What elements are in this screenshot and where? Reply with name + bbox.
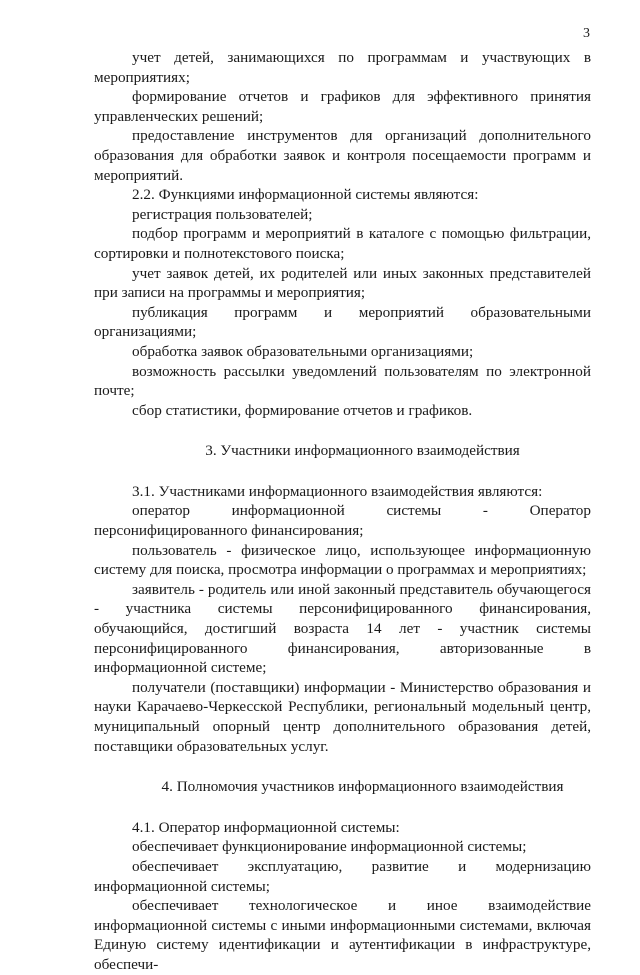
paragraph: заявитель - родитель или иной законный представитель обучающегося - участника системы персонифицированного финансирования, обучающийся, достигший возраста 14 лет - участник системы персонифицированного финансирования, авторизованные в информационной системе; — [94, 580, 591, 677]
paragraph: учет заявок детей, их родителей или иных законных представителей при записи на программы и мероприятия; — [94, 264, 591, 302]
section-4-heading: 4. Полномочия участников информационного взаимодействия — [161, 778, 564, 796]
clause-2-2: 2.2. Функциями информационной системы являются: — [132, 186, 479, 204]
paragraph: подбор программ и мероприятий в каталоге с помощью фильтрации, сортировки и полнотекстового поиска; — [94, 225, 591, 262]
paragraph: пользователь - физическое лицо, использующее информационную систему для поиска, просмотра информации о программах и мероприятиях; — [94, 541, 591, 579]
paragraph: обработка заявок образовательными организациями; — [132, 342, 474, 360]
paragraph: публикация программ и мероприятий образовательными организациями; — [94, 303, 591, 341]
paragraph: оператор информационной системы - Оператор персонифицированного финансирования; — [94, 502, 591, 540]
clause-4-1: 4.1. Оператор информационной системы: — [132, 818, 400, 836]
section-3-body — [94, 482, 591, 756]
page-number: 3 — [583, 26, 590, 41]
section-2-list — [94, 48, 591, 420]
paragraph: обеспечивает эксплуатацию, развитие и модернизацию информационной системы; — [94, 857, 591, 895]
document-body — [94, 48, 591, 975]
paragraph: получатели (поставщики) информации - Министерство образования и науки Карачаево-Черкесской Республики, региональный модельный центр, муниципальный опорный центр дополнительного образования детей, поставщики образовательных услуг. — [94, 678, 591, 755]
paragraph: учет детей, занимающихся по программам и участвующих в мероприятиях; — [94, 49, 591, 86]
paragraph: возможность рассылки уведомлений пользователям по электронной почте; — [94, 362, 591, 400]
clause-3-1: 3.1. Участниками информационного взаимодействия являются: — [132, 482, 543, 500]
paragraph: регистрация пользователей; — [132, 205, 313, 223]
paragraph: обеспечивает технологическое и иное взаимодействие информационной системы с иными информационными системами, включая Единую систему идентификации и аутентификации в инфраструктуре, обеспечи- — [94, 897, 591, 973]
paragraph: предоставление инструментов для организаций дополнительного образования для обработки заявок и контроля посещаемости программ и мероприятий. — [94, 127, 591, 184]
paragraph: обеспечивает функционирование информационной системы; — [132, 838, 527, 856]
paragraph: формирование отчетов и графиков для эффективного принятия управленческих решений; — [94, 88, 591, 125]
paragraph: сбор статистики, формирование отчетов и графиков. — [132, 401, 473, 419]
section-4-body — [94, 818, 591, 975]
section-3-heading: 3. Участники информационного взаимодействия — [205, 442, 520, 460]
